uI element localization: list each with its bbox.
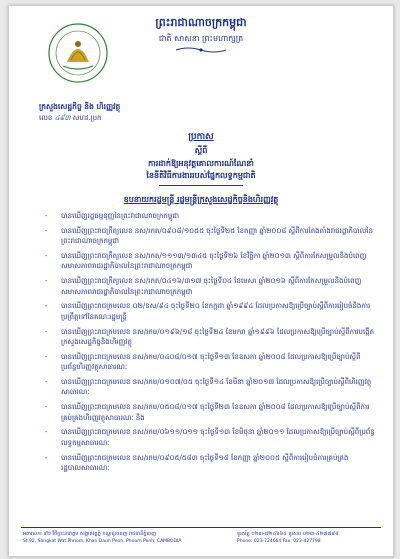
footer-phone-english: Phone: 023-724664 Fax: 023-427798 (237, 539, 321, 544)
about-label: ស្តីពី (194, 145, 208, 155)
footer-divider (21, 527, 381, 528)
reference-item: - បានឃើញព្រះរាជក្រមលេខ ០២/នស/៩៤ ចុះថ្ងៃទី២០ ខែកក្កដា ឆ្នាំ១៩៩៤ ដែលប្រកាសឱ្យប្រើច្បាប់ស្តីពីការរៀបចំនិងការប្រព្រឹត្តទៅនៃគណៈរដ្ឋមន្ត្រី (45, 302, 371, 321)
reference-item: - បានឃើញព្រះរាជក្រឹត្យលេខ នស/រកត/០៩០៨/១០៥៥ ចុះថ្ងៃទី២៥ ខែកញ្ញា ឆ្នាំ២០០៨ ស្តីពីការតែងតាំងរាជរដ្ឋាភិបាលនៃព្រះរាជាណាចក្រកម្ពុជា (45, 226, 373, 246)
reference-number (39, 114, 101, 124)
reference-item: - បានឃើញព្រះរាជក្រមលេខ នស/រកម/០១៩៦/១៨ ចុះថ្ងៃទី២៤ ខែមករា ឆ្នាំ១៩៩៦ ដែលប្រកាសឱ្យប្រើច្បាប់ស្តីពីការបង្កើតក្រសួងសេដ្ឋកិច្ចនិងហិរញ្ញវត្ថុ (45, 327, 375, 346)
subject-line-1: ការដាក់ឱ្យអនុវត្តគោលការណ៍ណែនាំ (148, 158, 254, 168)
ref-suffix: សហវ.ប្រក (72, 114, 102, 122)
legal-references-list (27, 211, 379, 478)
footer-phone-khmer: ទូរស័ព្ទ ០២៣-៧២៤៦៦៤ ទូរសារ ០២៣-៤២៧៧៩៨ (237, 531, 339, 537)
minister-heading: ឧបនាយករដ្ឋមន្ត្រី រដ្ឋមន្ត្រីក្រសួងសេដ្ឋកិច្ចនិងហិរញ្ញវត្ថុ (123, 194, 279, 204)
ref-prefix: លេខ (39, 114, 53, 122)
ornament-divider (174, 46, 228, 54)
reference-item: - បានឃើញព្រះរាជក្រមលេខ នស/រកម/០៦១១/០១១ ចុះថ្ងៃទី១៣ ខែមិថុនា ឆ្នាំ២០១១ ដែលប្រកាសឱ្យប្រើច្បាប់ស្តីពីប្រព័ន្ធលទ្ធកម្មសាធារណៈ (45, 428, 375, 447)
reference-item: - បានឃើញព្រះរាជក្រមលេខ នស/រកម/០៤០៨/០១៧ ចុះថ្ងៃទី១៣ ខែឧសភា ឆ្នាំ២០០៨ ដែលប្រកាសឱ្យប្រើច្បាប់ស្តីពីប្រព័ន្ធហិរញ្ញវត្ថុសាធារណៈ (45, 352, 361, 372)
subject-line-2: នៃនីតិវិធីការងាររបស់ផ្នែកលទ្ធកម្មជាតិ (146, 170, 256, 180)
ministry-name: ក្រសួងសេដ្ឋកិច្ច និង ហិរញ្ញវត្ថុ (39, 102, 121, 111)
kingdom-heading: ព្រះរាជាណាចក្រកម្ពុជា (155, 16, 247, 29)
reference-item: - បានឃើញព្រះរាជក្រមលេខ នស/រកម/០១០៧/០៥ ចុះថ្ងៃទី១៤ ខែមីនា ឆ្នាំ២០១៧ ដែលប្រកាសឱ្យប្រើច្បាប់ស្តីពីហិរញ្ញវត្ថុសាធារណៈ (45, 378, 372, 397)
document-page (8, 5, 394, 557)
reference-item: - បានឃើញព្រះរាជក្រមលេខ នស/រកម/០៩០៥/៥៨៣ ចុះថ្ងៃទី១៨ ខែកញ្ញា ឆ្នាំ២០០៥ ស្តីពីការរៀបចំការគ្រប់គ្រងរដ្ឋបាលសាធារណៈ (45, 453, 349, 472)
reference-item: - បានឃើញព្រះរាជក្រឹត្យលេខ នស/រកត/១១១៣/១៣៤៥ ចុះថ្ងៃទី២៦ ខែវិច្ឆិកា ឆ្នាំ២០១៣ ស្តីពីការកែសម្រួលនិងបំពេញសមាសភាពរាជរដ្ឋាភិបាលនៃព្រះរាជាណាចក្រកម្ពុជា (45, 252, 367, 271)
reference-item: - បានឃើញព្រះរាជក្រឹត្យលេខ នស/រកត/០៤១៦/៣១៧ ចុះថ្ងៃទី០៤ ខែមេសា ឆ្នាំ២០១៦ ស្តីពីការកែសម្រួលនិងបំពេញសមាសភាពរាជរដ្ឋាភិបាលនៃព្រះរាជាណាចក្រកម្ពុជា (45, 277, 362, 296)
document-type-title: ប្រកាស (188, 132, 214, 142)
title-divider (159, 185, 243, 186)
ref-handwritten-number: ៤៩៣ (54, 114, 71, 122)
subject-title (9, 157, 393, 181)
reference-item: - បានឃើញព្រះរាជក្រមលេខ នស/រកម/០៥០៨/០១៧ ចុះថ្ងៃទី២៣ ខែឧសភា ឆ្នាំ២០០៨ ដែលប្រកាសឱ្យប្រើច្បាប់ស្តីពីការគ្រប់គ្រងហិរញ្ញវត្ថុសាធារណៈ និង (45, 403, 370, 422)
reference-item: - បានឃើញរដ្ឋធម្មនុញ្ញនៃព្រះរាជាណាចក្រកម្ពុជា (45, 212, 179, 220)
footer-address-english: St.92, Sangkat Wat Phnom, Khan Daun Penh, Phnom Penh, CAMBODIA (23, 539, 182, 544)
footer-address-khmer: អគារលេខ ៩២ វិថីព្រះនរោត្តម សង្កាត់វត្តភ្នំ ខណ្ឌដូនពេញ រាជធានីភ្នំពេញ (23, 531, 156, 537)
national-motto: ជាតិ សាសនា ព្រះមហាក្សត្រ (158, 34, 244, 43)
